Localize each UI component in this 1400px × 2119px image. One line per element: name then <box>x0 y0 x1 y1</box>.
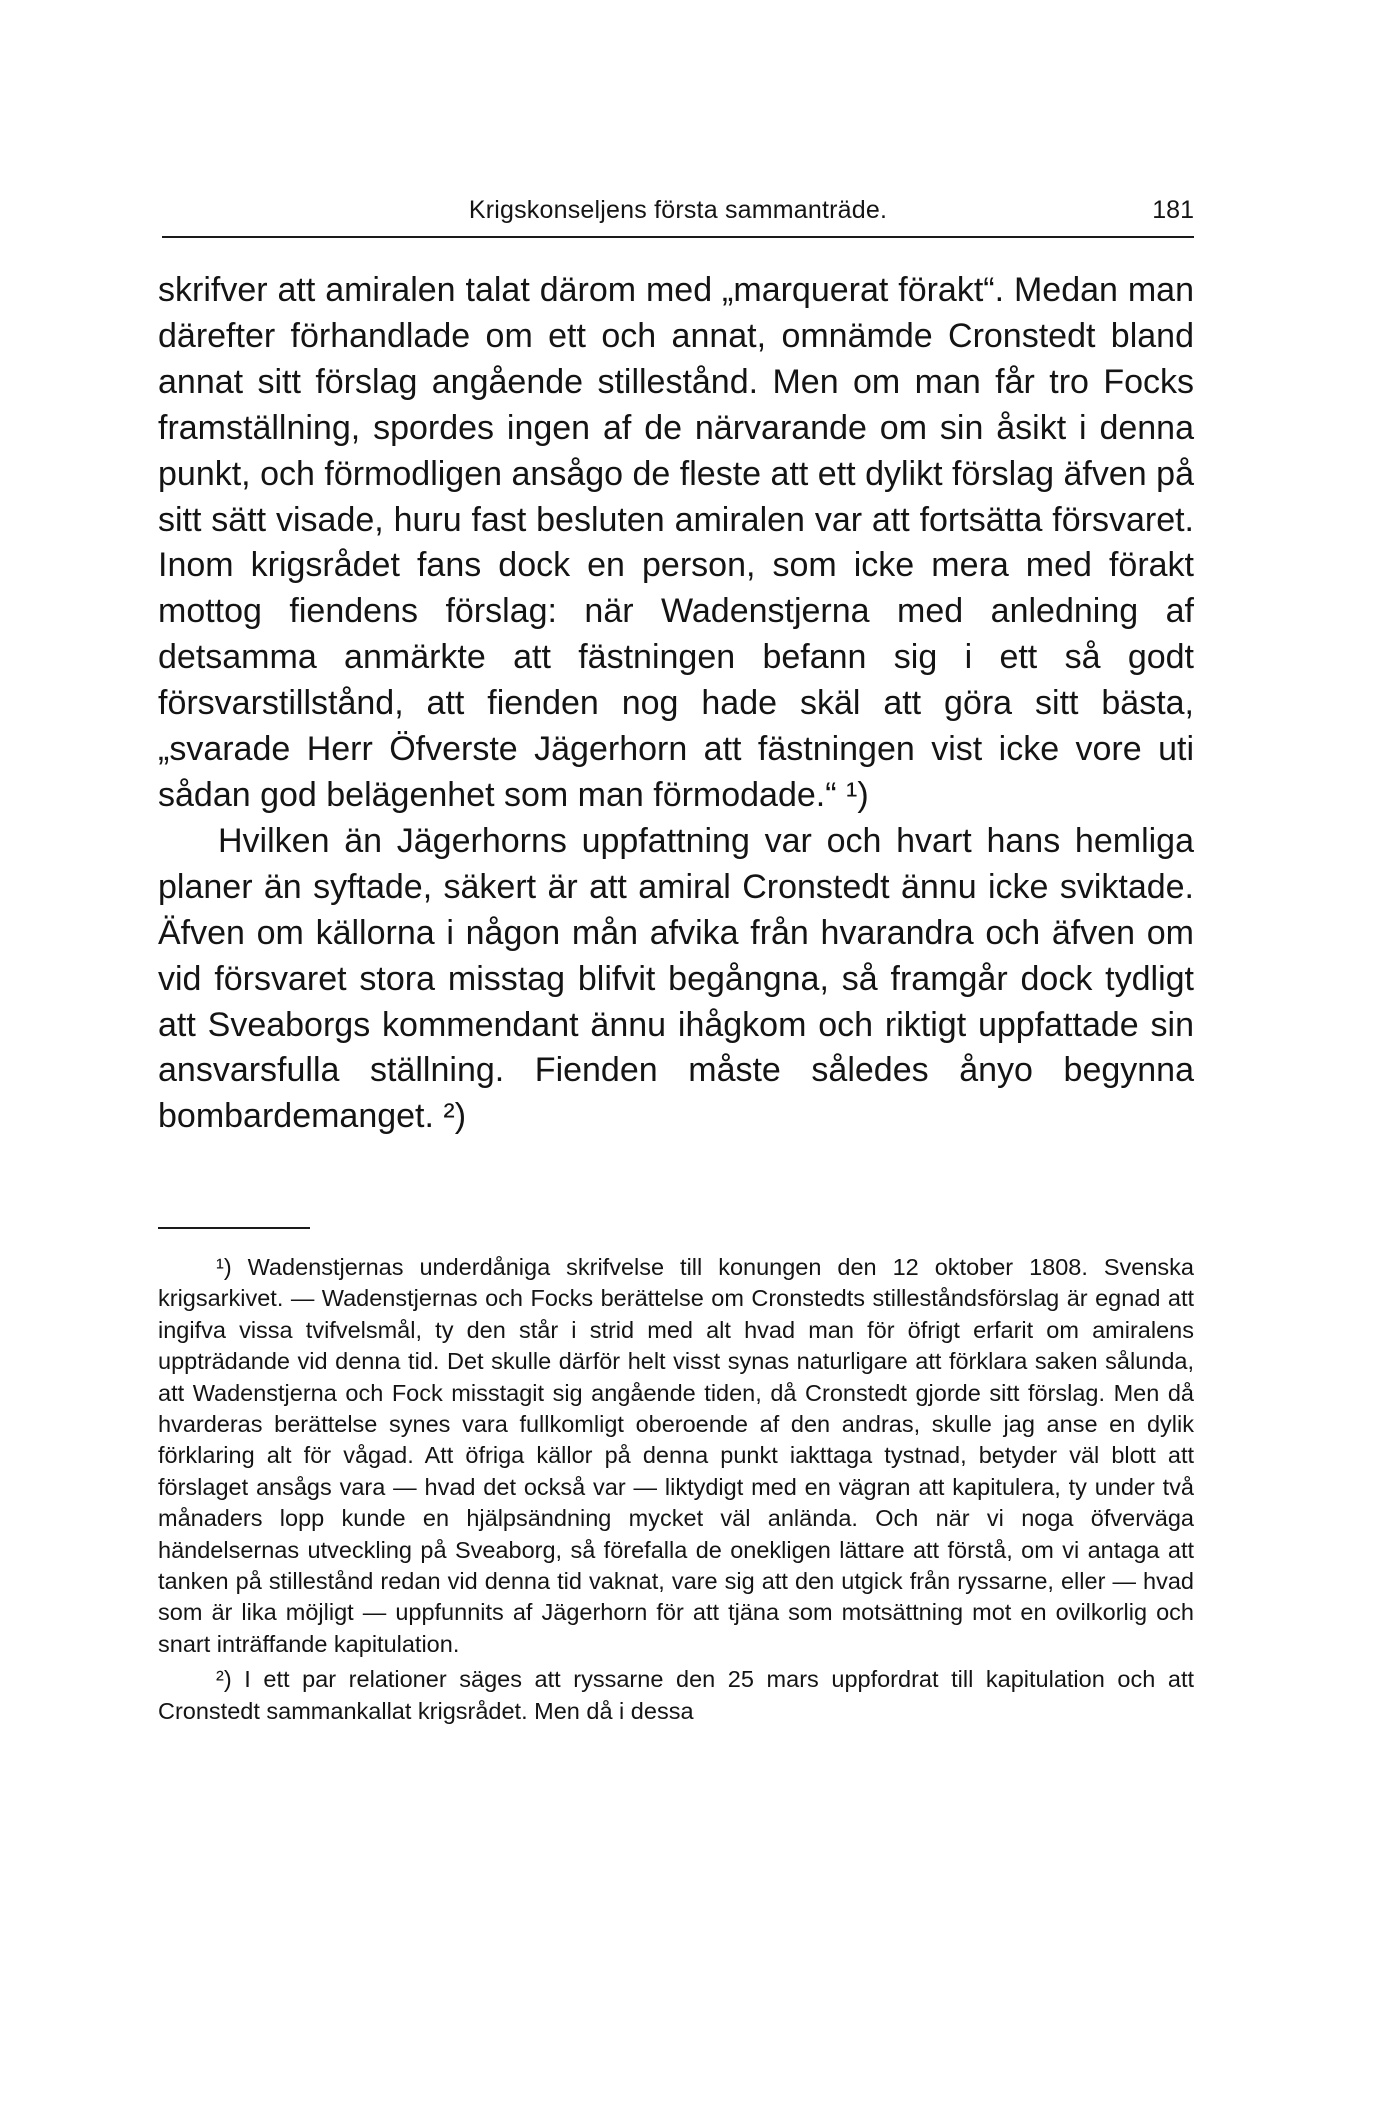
footnote-rule <box>158 1227 310 1229</box>
footnotes <box>158 1252 1194 1731</box>
header-rule <box>162 236 1194 238</box>
paragraph: skrifver att amiralen talat därom med „marquerat förakt“. Medan man därefter förhandlade om ett och annat, omnämde Cronstedt bland annat sitt förslag angående stillestånd. Men om man får tro Focks framställning, spordes ingen af de närvarande om sin åsikt i denna punkt, och förmodligen ansågo de fleste att ett dylikt förslag äfven på sitt sätt visade, huru fast besluten amiralen var att fortsätta försvaret. Inom krigsrådet fans dock en person, som icke mera med förakt mottog fiendens förslag: när Wadenstjerna med anledning af detsamma anmärkte att fästningen befann sig i ett så godt försvarstillstånd, att fienden nog hade skäl att göra sitt bästa, „svarade Herr Öfverste Jägerhorn att fästningen vist icke vore uti sådan god belägenhet som man förmodade.“ ¹) <box>158 271 1194 814</box>
main-text <box>158 268 1194 1140</box>
footnote-2: ²) I ett par relationer säges att ryssarne den 25 mars uppfordrat till kapitulation och att Cronstedt sammankallat krigsrådet. Men då i dessa <box>158 1666 1194 1724</box>
page-number: 181 <box>1152 196 1194 224</box>
running-title: Krigskonseljens första sammanträde. <box>468 196 888 224</box>
footnote-1: ¹) Wadenstjernas underdåniga skrifvelse till konungen den 12 oktober 1808. Svenska krigsarkivet. — Wadenstjernas och Focks berättelse om Cronstedts stilleståndsförslag är egnad att ingifva vissa tvifvelsmål, ty den står i strid med alt hvad man för öfrigt erfarit om amiralens uppträdande vid denna tid. Det skulle därför helt visst synas naturligare att förklara saken sålunda, att Wadenstjerna och Fock misstagit sig angående tiden, då Cronstedt gjorde sitt förslag. Men då hvarderas berättelse synes vara fullkomligt oberoende af den andras, skulle jag anse en dylik förklaring alt för vågad. Att öfriga källor på denna punkt iakttaga tystnad, betyder väl blott att förslaget ansågs vara — hvad det också var — liktydigt med en vägran att kapitulera, ty under två månaders lopp kunde en hjälpsändning mycket väl anlända. Och när vi noga öfverväga händelsernas utveckling på Sveaborg, så förefalla de onekligen lättare att förstå, om vi antaga att tanken på stillestånd redan vid denna tid vaknat, vare sig att den utgick från ryssarne, eller — hvad som är lika möjligt — uppfunnits af Jägerhorn för att tjäna som motsättning mot en ovilkorlig och snart inträffande kapitulation. <box>158 1254 1194 1657</box>
running-head <box>162 190 1194 230</box>
paragraph: Hvilken än Jägerhorns uppfattning var och hvart hans hemliga planer än syftade, säkert är att amiral Cronstedt ännu icke sviktade. Äfven om källorna i någon mån afvika från hvarandra och äfven om vid försvaret stora misstag blifvit begångna, så framgår dock tydligt att Sveaborgs kommendant ännu ihågkom och riktigt uppfattade sin ansvarsfulla ställning. Fienden måste således ånyo begynna bombardemanget. ²) <box>158 821 1194 1136</box>
